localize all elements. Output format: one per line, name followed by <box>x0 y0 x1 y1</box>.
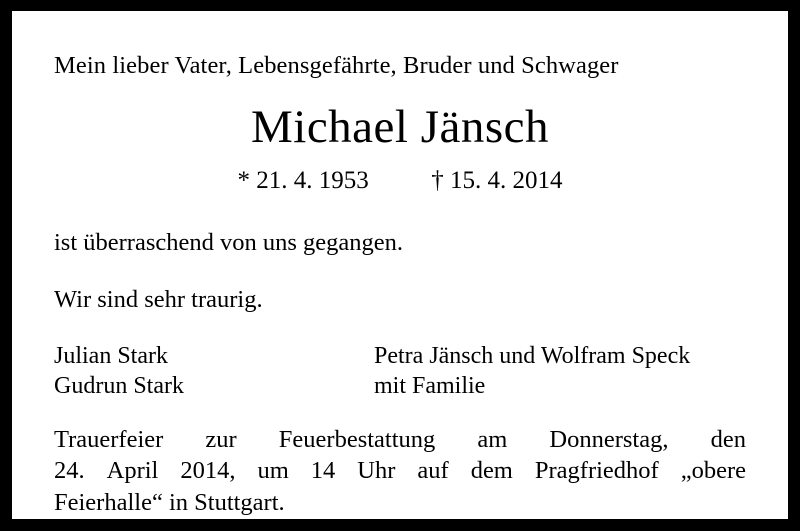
ceremony-word: Feuerbestattung <box>278 425 436 453</box>
ceremony-word: Uhr <box>357 457 396 485</box>
ceremony-word: Trauerfeier <box>54 425 164 453</box>
ceremony-word: 24. <box>54 457 85 485</box>
ceremony-word: April <box>106 457 159 485</box>
ceremony-word: zur <box>205 425 237 453</box>
survivors-block <box>54 341 746 402</box>
ceremony-word: 14 <box>310 457 336 485</box>
survivors-column-right <box>374 341 690 402</box>
ceremony-word: Pragfriedhof <box>534 457 659 485</box>
birth-date: * 21. 4. 1953 <box>237 167 369 195</box>
ceremony-word: um <box>257 457 289 485</box>
ceremony-details <box>54 424 746 519</box>
ceremony-word: den <box>710 425 746 453</box>
ceremony-word: am <box>477 425 508 453</box>
mourning-line: Wir sind sehr traurig. <box>54 286 263 314</box>
ceremony-word: 2014, <box>180 457 236 485</box>
ceremony-word: Donnerstag, <box>549 425 669 453</box>
obituary-card <box>12 11 788 519</box>
ceremony-word: auf <box>417 457 449 485</box>
deceased-name: Michael Jänsch <box>250 101 550 154</box>
survivor-name: Julian Stark <box>54 342 168 369</box>
survivor-name: Petra Jänsch und Wolfram Speck <box>374 342 691 369</box>
intro-line: Mein lieber Vater, Lebensgefährte, Bruder und Schwager <box>54 52 619 79</box>
death-date: † 15. 4. 2014 <box>431 167 563 195</box>
life-dates <box>54 166 746 196</box>
survivors-column-left <box>54 341 374 402</box>
statement-line: ist überraschend von uns gegangen. <box>54 229 404 257</box>
survivor-name: mit Familie <box>374 373 486 400</box>
ceremony-line-3: Feierhalle“ in Stuttgart. <box>54 488 285 516</box>
survivor-name: Gudrun Stark <box>54 373 184 400</box>
ceremony-line-2 <box>54 455 746 487</box>
ceremony-word: dem <box>470 457 513 485</box>
ceremony-line-1 <box>54 424 746 456</box>
ceremony-word: „obere <box>680 457 746 485</box>
